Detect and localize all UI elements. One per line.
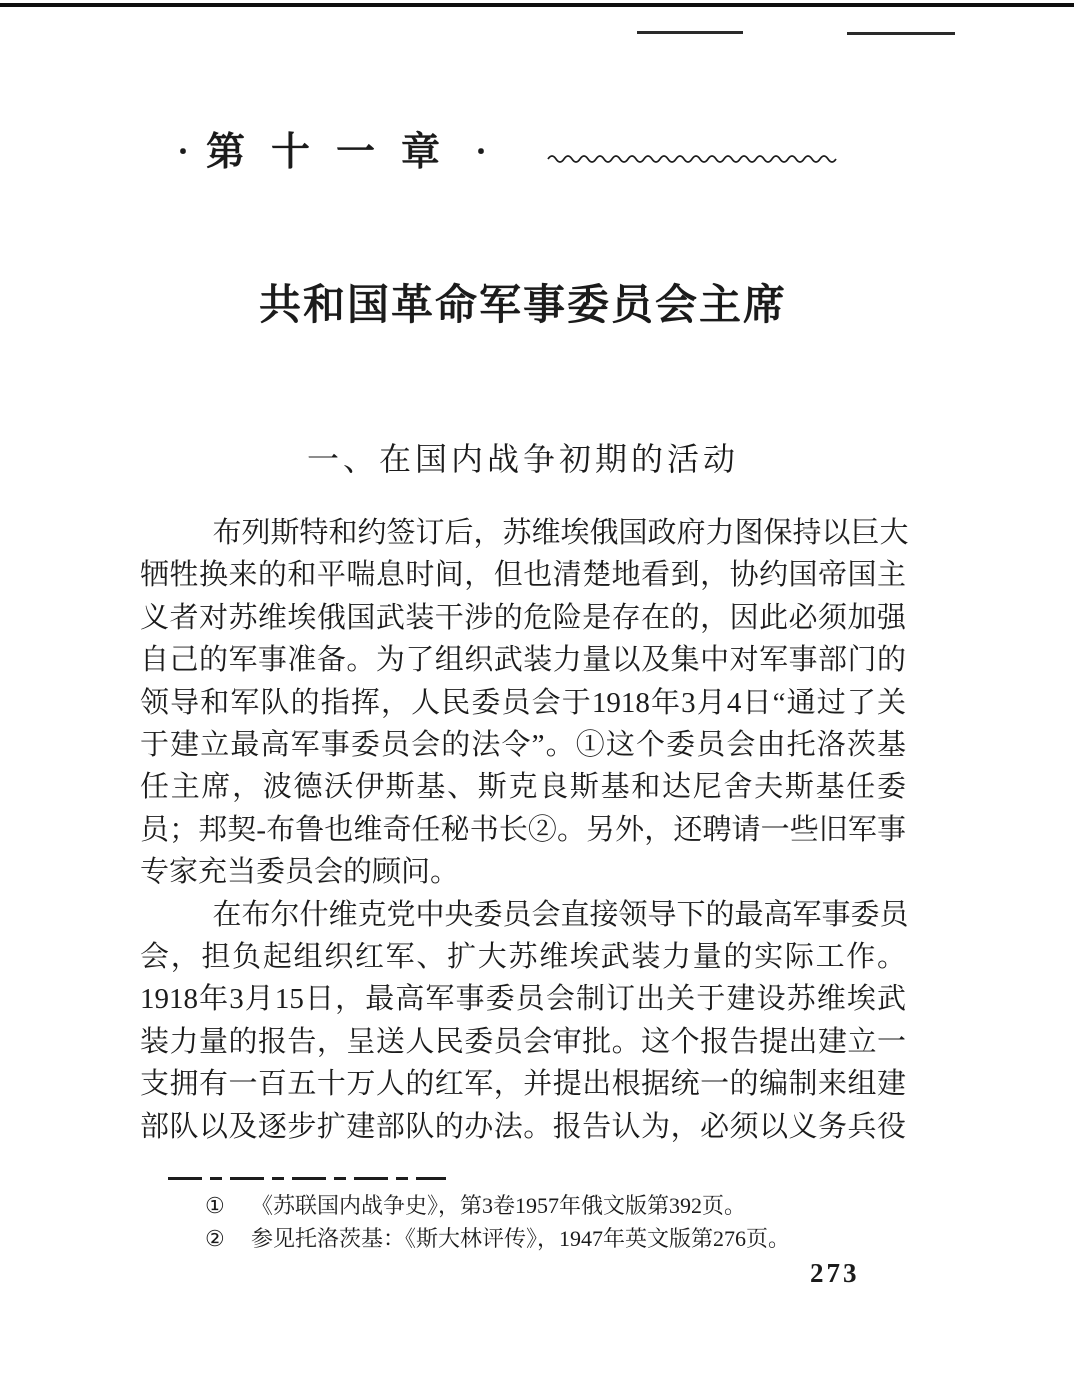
chapter-label: 第十一章 — [206, 131, 467, 174]
footnotes — [205, 1189, 915, 1255]
chapter-right-dot: ・ — [468, 137, 495, 167]
body-line: 任主席，波德沃伊斯基、斯克良斯基和达尼舍夫斯基任委 — [140, 771, 906, 804]
body-line: 专家充当委员会的顾问。 — [140, 856, 460, 889]
chapter-left-dot: ・ — [170, 137, 197, 167]
page-number: 273 — [810, 1258, 860, 1288]
body-line: 装力量的报告，呈送人民委员会审批。这个报告提出建立一 — [140, 1025, 906, 1058]
wavy-line-decoration — [546, 150, 846, 164]
body-text — [140, 512, 909, 1148]
footnote-text: 参见托洛茨基：《斯大林评传》，1947年英文版第276页。 — [251, 1226, 791, 1251]
chapter-header — [170, 133, 910, 172]
footnote-item — [205, 1189, 915, 1222]
section-heading: 一、在国内战争初期的活动 — [306, 441, 739, 477]
scan-artifact-mark — [847, 32, 955, 35]
footnote-text: 《苏联国内战争史》，第3卷1957年俄文版第392页。 — [251, 1193, 747, 1218]
body-line: 在布尔什维克党中央委员会直接领导下的最高军事委员 — [212, 898, 909, 931]
body-line: 领导和军队的指挥，人民委员会于1918年3月4日“通过了关 — [140, 686, 906, 719]
footnote-marker: ① — [205, 1193, 225, 1218]
footnote-marker: ② — [205, 1226, 225, 1251]
body-line: 部队以及逐步扩建部队的办法。报告认为，必须以义务兵役 — [140, 1110, 906, 1143]
scan-artifact-top-edge — [0, 3, 1074, 7]
body-line: 自己的军事准备。为了组织武装力量以及集中对军事部门的 — [140, 644, 906, 677]
body-line: 于建立最高军事委员会的法令”。①这个委员会由托洛茨基 — [140, 729, 906, 762]
body-line: 支拥有一百五十万人的红军，并提出根据统一的编制来组建 — [140, 1068, 906, 1101]
page-title: 共和国革命军事委员会主席 — [258, 283, 787, 329]
body-line: 义者对苏维埃俄国武装干涉的危险是存在的，因此必须加强 — [140, 601, 906, 634]
body-line: 1918年3月15日，最高军事委员会制订出关于建设苏维埃武 — [140, 983, 906, 1016]
body-line: 牺牲换来的和平喘息时间，但也清楚地看到，协约国帝国主 — [140, 559, 906, 592]
body-line: 会，担负起组织红军、扩大苏维埃武装力量的实际工作。 — [140, 941, 906, 974]
scan-artifact-mark — [637, 31, 743, 34]
footnote-item — [205, 1222, 915, 1255]
body-line: 布列斯特和约签订后，苏维埃俄国政府力图保持以巨大 — [212, 517, 909, 549]
body-line: 员；邦契-布鲁也维奇任秘书长②。另外，还聘请一些旧军事 — [140, 813, 906, 846]
footnote-divider — [168, 1177, 446, 1180]
